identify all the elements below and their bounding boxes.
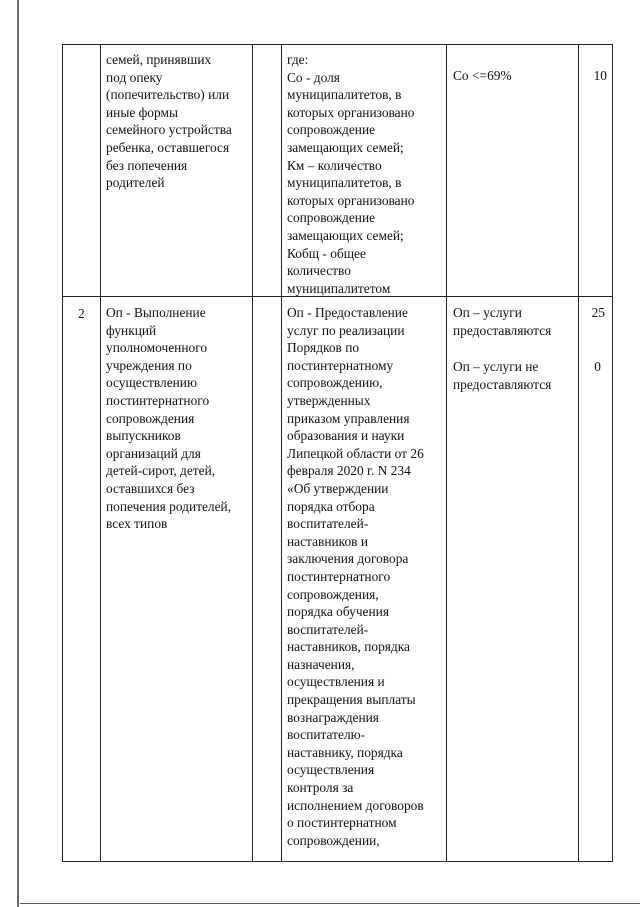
cell-line: порядка отбора	[287, 498, 375, 514]
cell-line: наставников и	[287, 533, 369, 549]
cell-line: Порядков по	[287, 340, 360, 356]
cell-line: замещающих семей;	[287, 139, 404, 155]
cell-line: приказом управления	[287, 410, 410, 426]
condition-cell	[453, 304, 551, 339]
cell-line: которых организовано	[287, 192, 415, 208]
cell-line: под опеку	[106, 69, 163, 85]
cell-line: сопровождение	[287, 122, 376, 138]
cell-line: сопровождения,	[287, 586, 379, 602]
table-border-right	[612, 44, 613, 862]
cell-line: наставнику, порядка	[287, 744, 403, 760]
cell-line: учреждения по	[106, 357, 192, 373]
points-cell	[580, 67, 607, 85]
cell-line: функций	[106, 322, 157, 338]
cell-line: «Об утверждении	[287, 480, 389, 496]
cell-line: 10	[593, 68, 607, 83]
condition-cell	[453, 67, 512, 85]
cell-line: детей-сирот, детей,	[106, 463, 216, 479]
cell-line: наставников, порядка	[287, 639, 410, 655]
scan-binding-edge	[17, 0, 19, 907]
cell-line: организаций для	[106, 445, 201, 461]
cell-line: Со - доля	[287, 69, 340, 85]
cell-line: муниципалитетом	[287, 280, 391, 296]
condition-cell	[453, 358, 551, 393]
points-cell: 25	[591, 305, 605, 320]
cell-line: предоставляются	[453, 322, 552, 338]
cell-line: воспитателей-	[287, 516, 369, 532]
row-number: 2	[78, 306, 85, 321]
column-divider-1	[100, 44, 101, 862]
cell-line: сопровождении,	[287, 832, 380, 848]
cell-line: исполнением договоров	[287, 797, 424, 813]
table-border-bottom	[62, 861, 613, 862]
cell-line: Оп - Выполнение	[106, 305, 206, 320]
cell-line: вознаграждения	[287, 709, 379, 725]
cell-line: попечения родителей,	[106, 498, 232, 514]
cell-line: предоставляются	[453, 376, 552, 392]
cell-line: которых организовано	[287, 104, 415, 120]
cell-line: постинтернатному	[287, 357, 394, 373]
cell-line: постинтернатного	[106, 392, 210, 408]
cell-line: Оп – услуги	[453, 305, 522, 320]
cell-line: осуществления и	[287, 674, 385, 690]
cell-line: образования и науки	[287, 428, 405, 444]
cell-line: февраля 2020 г. N 234	[287, 463, 411, 479]
indicator-cell	[106, 304, 231, 533]
description-cell	[287, 51, 414, 297]
cell-line: о постинтернатном	[287, 815, 397, 831]
cell-line: сопровождению,	[287, 375, 383, 391]
indicator-cell	[106, 51, 232, 192]
cell-line: сопровождение	[287, 210, 376, 226]
table-border-top	[62, 44, 613, 45]
cell-line: сопровождения	[106, 410, 195, 426]
cell-line: (попечительство) или	[106, 87, 230, 103]
cell-line: Кобщ - общее	[287, 245, 366, 261]
cell-line: замещающих семей;	[287, 227, 404, 243]
description-cell	[287, 304, 424, 849]
column-divider-4	[446, 44, 447, 862]
cell-line: муниципалитетов, в	[287, 175, 402, 191]
cell-line: Км – количество	[287, 157, 382, 173]
cell-line: выпускников	[106, 428, 181, 444]
cell-line: количество	[287, 263, 351, 279]
cell-line: семей, принявших	[106, 52, 212, 67]
column-divider-5	[578, 44, 579, 862]
points-cell: 0	[594, 359, 601, 374]
cell-line: воспитателю-	[287, 727, 366, 743]
cell-line: заключения договора	[287, 551, 409, 567]
bottom-rule	[20, 903, 640, 904]
cell-line: контроля за	[287, 780, 354, 796]
cell-line: ребенка, оставшегося	[106, 139, 230, 155]
cell-line: семейного устройства	[106, 122, 232, 138]
cell-line: Липецкой области от 26	[287, 445, 424, 461]
cell-line: родителей	[106, 175, 165, 191]
cell-line: назначения,	[287, 656, 355, 672]
cell-line: всех типов	[106, 516, 168, 532]
cell-line: Со <=69%	[453, 68, 512, 83]
cell-line: постинтернатного	[287, 568, 391, 584]
table-border-left	[62, 44, 63, 862]
cell-line: порядка обучения	[287, 604, 389, 620]
cell-line: услуг по реализации	[287, 322, 405, 338]
cell-line: муниципалитетов, в	[287, 87, 402, 103]
cell-line: уполномоченного	[106, 340, 208, 356]
cell-line: без попечения	[106, 157, 188, 173]
cell-line: воспитателей-	[287, 621, 369, 637]
cell-line: осуществления	[287, 762, 375, 778]
column-divider-2	[252, 44, 253, 862]
cell-line: прекращения выплаты	[287, 692, 416, 708]
cell-line: Оп – услуги не	[453, 359, 539, 374]
cell-line: утвержденных	[287, 392, 371, 408]
column-divider-3	[281, 44, 282, 862]
cell-line: где:	[287, 52, 309, 67]
cell-line: осуществлению	[106, 375, 197, 391]
cell-line: оставшихся без	[106, 480, 195, 496]
cell-line: Оп - Предоставление	[287, 305, 408, 320]
cell-line: иные формы	[106, 104, 178, 120]
